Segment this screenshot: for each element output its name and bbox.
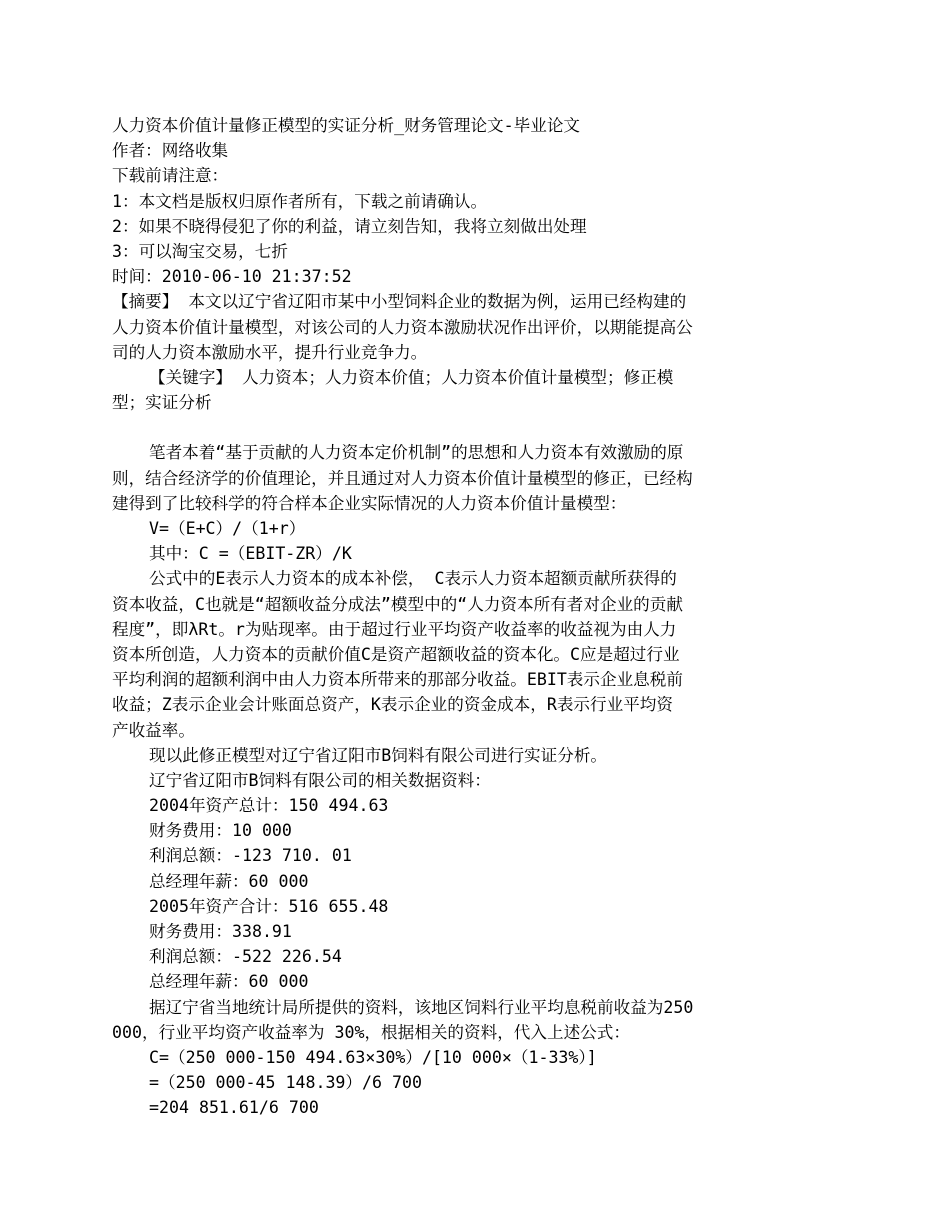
abstract-line: 司的人力资本激励水平，提升行业竞争力。 — [112, 342, 428, 362]
notice-heading: 下载前请注意： — [112, 166, 229, 186]
paragraph-line: 资本所创造，人力资本的贡献价值C是资产超额收益的资本化。C应是超过行业 — [112, 644, 680, 664]
data-intro: 辽宁省辽阳市B饲料有限公司的相关数据资料： — [149, 770, 491, 790]
paragraph-line: 则，结合经济学的价值理论，并且通过对人力资本价值计量模型的修正，已经构 — [112, 468, 693, 488]
formula-line: 其中：C =（EBIT-ZR）/K — [149, 544, 352, 564]
abstract-line: 【摘要】 本文以辽宁省辽阳市某中小型饲料企业的数据为例，运用已经构建的 — [112, 292, 687, 312]
data-item: 2004年资产总计：150 494.63 — [149, 796, 389, 816]
data-item: 财务费用：10 000 — [149, 821, 292, 841]
paragraph-line: 程度”，即λRt。r为贴现率。由于超过行业平均资产收益率的收益视为由人力 — [112, 619, 677, 639]
calculation-line: =204 851.61/6 700 — [149, 1098, 319, 1118]
keywords-line: 型；实证分析 — [112, 393, 212, 413]
paragraph-line: 笔者本着“基于贡献的人力资本定价机制”的思想和人力资本有效激励的原 — [149, 443, 684, 463]
data-item: 利润总额：-123 710. 01 — [149, 846, 352, 866]
data-item: 财务费用：338.91 — [149, 922, 292, 941]
paragraph-line: 产收益率。 — [112, 720, 195, 740]
author-line: 作者：网络收集 — [112, 141, 229, 161]
paragraph-line: 公式中的E表示人力资本的成本补偿， C表示人力资本超额贡献所获得的 — [149, 569, 677, 589]
paragraph-line: 平均利润的超额利润中由人力资本所带来的那部分收益。EBIT表示企业息税前 — [112, 670, 683, 690]
notice-item: 2：如果不晓得侵犯了你的利益，请立刻告知，我将立刻做出处理 — [112, 216, 587, 236]
blank-line — [112, 415, 772, 440]
timestamp: 时间：2010-06-10 21:37:52 — [112, 267, 352, 287]
paragraph-line: 资本收益，C也就是“超额收益分成法”模型中的“人力资本所有者对企业的贡献 — [112, 594, 683, 614]
data-item: 总经理年薪：60 000 — [149, 871, 309, 891]
keywords-line: 【关键字】 人力资本；人力资本价值；人力资本价值计量模型；修正模 — [149, 367, 674, 387]
data-item: 2005年资产合计：516 655.48 — [149, 896, 389, 916]
data-item: 总经理年薪：60 000 — [149, 972, 309, 992]
paragraph-line: 建得到了比较科学的符合样本企业实际情况的人力资本价值计量模型： — [112, 493, 627, 513]
calculation-line: =（250 000-45 148.39）/6 700 — [149, 1073, 422, 1093]
notice-item: 1：本文档是版权归原作者所有，下载之前请确认。 — [112, 191, 488, 211]
notice-item: 3：可以淘宝交易，七折 — [112, 241, 288, 261]
calculation-line: C=（250 000-150 494.63×30%）/[10 000×（1-33%）] — [149, 1047, 597, 1067]
paragraph-line: 现以此修正模型对辽宁省辽阳市B饲料有限公司进行实证分析。 — [149, 745, 608, 765]
paragraph-line: 收益；Z表示企业会计账面总资产，K表示企业的资金成本，R表示行业平均资 — [112, 695, 673, 715]
document-title: 人力资本价值计量修正模型的实证分析_财务管理论文-毕业论文 — [112, 116, 581, 135]
formula-line: V=（E+C）/（1+r） — [149, 519, 306, 538]
paragraph-line: 据辽宁省当地统计局所提供的资料，该地区饲料行业平均息税前收益为250 — [149, 997, 694, 1017]
paragraph-line: 000，行业平均资产收益率为 30%，根据相关的资料，代入上述公式： — [112, 1022, 630, 1042]
document-page — [112, 113, 772, 1121]
data-item: 利润总额：-522 226.54 — [149, 947, 342, 967]
abstract-line: 人力资本价值计量模型，对该公司的人力资本激励状况作出评价，以期能提高公 — [112, 317, 693, 337]
